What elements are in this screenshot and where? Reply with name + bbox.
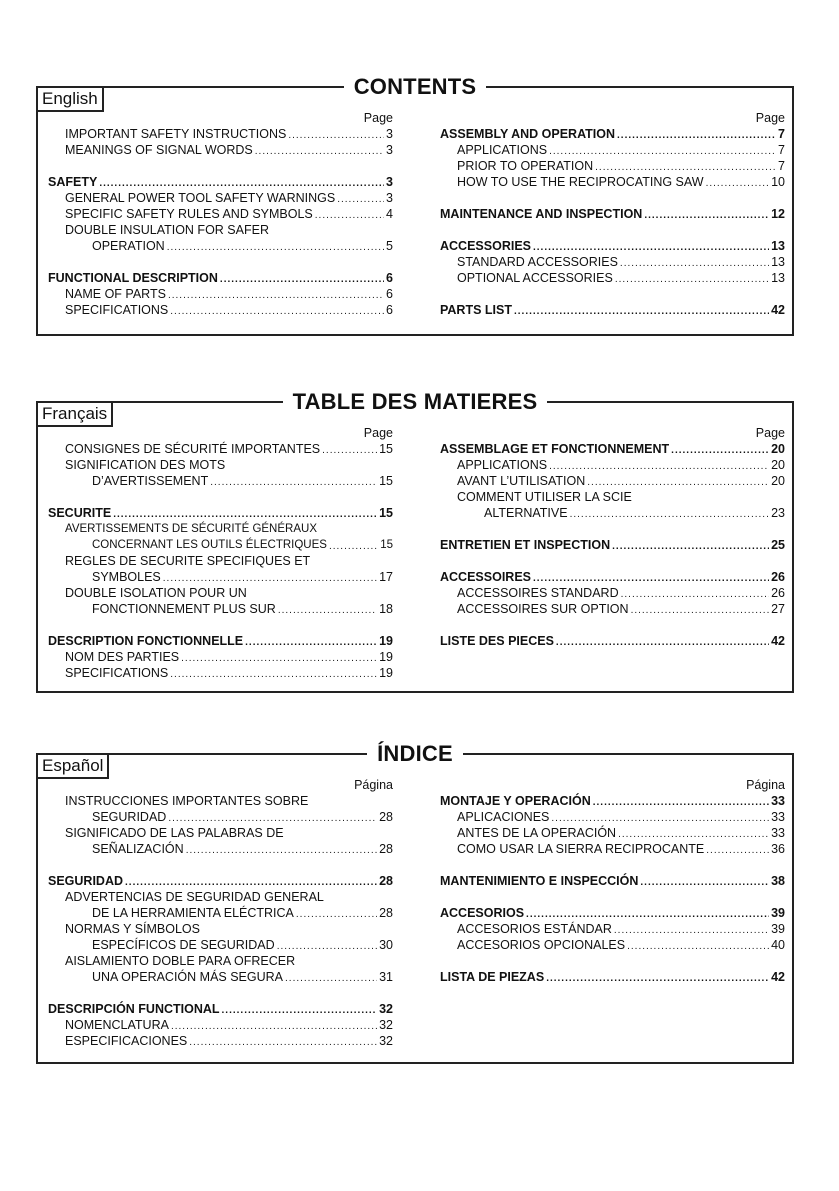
toc-entry	[48, 302, 393, 318]
toc-spacer	[440, 286, 785, 302]
toc-page-number: 39	[771, 906, 785, 920]
toc-entry	[440, 841, 785, 857]
toc-section-entry	[48, 1001, 393, 1017]
toc-entry	[48, 553, 393, 569]
dot-leader	[171, 1020, 377, 1033]
toc-entry-title: AISLAMIENTO DOBLE PARA OFRECER	[65, 954, 296, 968]
toc-espanol-heading: ÍNDICE	[38, 741, 792, 767]
toc-entry	[440, 174, 785, 190]
dot-leader	[526, 908, 769, 921]
toc-section-entry	[48, 270, 393, 286]
toc-page-number: 25	[771, 538, 785, 552]
toc-entry-title: LISTE DES PIECES	[440, 634, 554, 648]
toc-page-number: 17	[379, 570, 393, 584]
toc-page-number: 28	[379, 810, 393, 824]
toc-entry	[440, 457, 785, 473]
toc-spacer	[48, 489, 393, 505]
dot-leader	[620, 257, 769, 270]
toc-page-number: 28	[379, 906, 393, 920]
dot-leader	[614, 924, 769, 937]
toc-entry-title: APPLICATIONS	[457, 458, 548, 472]
dot-leader	[168, 289, 384, 302]
toc-section-entry	[440, 537, 785, 553]
toc-page-number: 19	[379, 634, 393, 648]
toc-entry-title: SEGURIDAD	[48, 874, 124, 888]
toc-page-number: 42	[771, 634, 785, 648]
toc-page-number: 20	[771, 442, 785, 456]
toc-entry-title: UNA OPERACIÓN MÁS SEGURA	[92, 970, 284, 984]
dot-leader	[706, 177, 770, 190]
toc-francais-left-column	[48, 425, 393, 681]
toc-entry-title: ACCESSOIRES	[440, 570, 531, 584]
toc-francais-box	[36, 389, 794, 693]
toc-section-entry	[440, 238, 785, 254]
toc-entry-title: DE LA HERRAMIENTA ELÉCTRICA	[92, 906, 294, 920]
toc-entry-title: AVANT L’UTILISATION	[457, 474, 586, 488]
toc-page-number: 33	[771, 810, 785, 824]
dot-leader	[189, 1036, 377, 1049]
toc-entry	[440, 601, 785, 617]
dot-leader	[706, 844, 769, 857]
toc-entry	[48, 665, 393, 681]
toc-page-number: 15	[380, 539, 393, 551]
toc-spacer	[440, 222, 785, 238]
toc-entry-title: NORMAS Y SÍMBOLOS	[65, 922, 200, 936]
toc-entry	[48, 1033, 393, 1049]
dot-leader	[210, 476, 377, 489]
toc-section-entry	[48, 633, 393, 649]
toc-section-entry	[440, 873, 785, 889]
dot-leader	[549, 460, 769, 473]
toc-english-left-column	[48, 110, 393, 318]
toc-page-number: 39	[771, 922, 785, 936]
toc-entry-title: SEGURIDAD	[92, 810, 167, 824]
dot-leader	[337, 193, 384, 206]
toc-espanol-left-column	[48, 777, 393, 1049]
dot-leader	[615, 273, 769, 286]
toc-section-entry	[440, 905, 785, 921]
toc-page-number: 32	[379, 1018, 393, 1032]
toc-entry-title: ALTERNATIVE	[484, 506, 568, 520]
toc-entry-title: INSTRUCCIONES IMPORTANTES SOBRE	[65, 794, 309, 808]
dot-leader	[593, 796, 769, 809]
toc-entry	[48, 569, 393, 585]
toc-spacer	[440, 953, 785, 969]
toc-entry	[48, 222, 393, 238]
toc-page-number: 4	[386, 207, 393, 221]
toc-page-number: 19	[379, 666, 393, 680]
toc-entry-title: PRIOR TO OPERATION	[457, 159, 594, 173]
toc-page-number: 6	[386, 287, 393, 301]
dot-leader	[671, 444, 769, 457]
toc-page-number: 3	[386, 175, 393, 189]
toc-entry-title: FONCTIONNEMENT PLUS SUR	[92, 602, 276, 616]
toc-entry-title: NOM DES PARTIES	[65, 650, 180, 664]
toc-entry	[48, 190, 393, 206]
dot-leader	[99, 177, 384, 190]
toc-entry	[48, 793, 393, 809]
toc-entry	[48, 286, 393, 302]
toc-entry-title: ASSEMBLY AND OPERATION	[440, 127, 616, 141]
dot-leader	[113, 508, 377, 521]
toc-entry-title: MEANINGS OF SIGNAL WORDS	[65, 143, 253, 157]
toc-page-number: 33	[771, 794, 785, 808]
toc-francais-heading: TABLE DES MATIERES	[38, 389, 792, 415]
toc-entry-title: COMMENT UTILISER LA SCIE	[457, 490, 632, 504]
toc-entry	[48, 905, 393, 921]
dot-leader	[549, 145, 776, 158]
toc-entry-title: GENERAL POWER TOOL SAFETY WARNINGS	[65, 191, 336, 205]
toc-page-number: 23	[771, 506, 785, 520]
toc-english-box	[36, 74, 794, 336]
toc-entry-title: SECURITE	[48, 506, 112, 520]
dot-leader	[170, 668, 377, 681]
toc-spacer	[440, 857, 785, 873]
page-column-header: Page	[755, 111, 785, 125]
dot-leader	[167, 241, 384, 254]
dot-leader	[627, 940, 769, 953]
dot-leader	[296, 908, 377, 921]
toc-page-number: 28	[379, 842, 393, 856]
toc-entry	[440, 937, 785, 953]
toc-entry	[48, 649, 393, 665]
dot-leader	[186, 844, 377, 857]
toc-entry	[48, 473, 393, 489]
toc-entry-title: ESPECIFICACIONES	[65, 1034, 188, 1048]
toc-entry-title: AVERTISSEMENTS DE SÉCURITÉ GÉNÉRAUX	[65, 523, 317, 535]
toc-entry-title: REGLES DE SECURITE SPECIFIQUES ET	[65, 554, 311, 568]
toc-entry	[440, 585, 785, 601]
toc-entry	[48, 142, 393, 158]
toc-entry-title: ENTRETIEN ET INSPECTION	[440, 538, 611, 552]
dot-leader	[595, 161, 776, 174]
toc-entry	[440, 158, 785, 174]
toc-section-entry	[48, 873, 393, 889]
toc-entry	[440, 505, 785, 521]
toc-page-number: 13	[771, 271, 785, 285]
toc-page-number: 20	[771, 458, 785, 472]
toc-section-entry	[440, 569, 785, 585]
dot-leader	[587, 476, 769, 489]
dot-leader	[533, 572, 769, 585]
toc-entry-title: SYMBOLES	[92, 570, 161, 584]
toc-page-number: 18	[379, 602, 393, 616]
toc-entry-title: ANTES DE LA OPERACIÓN	[457, 826, 617, 840]
toc-entry	[48, 825, 393, 841]
toc-page-number: 42	[771, 303, 785, 317]
toc-page-number: 6	[386, 271, 393, 285]
toc-entry-title: IMPORTANT SAFETY INSTRUCTIONS	[65, 127, 287, 141]
toc-section-entry	[440, 793, 785, 809]
toc-entry-title: APPLICATIONS	[457, 143, 548, 157]
toc-page-number: 15	[379, 506, 393, 520]
dot-leader	[329, 540, 378, 553]
language-label-francais: Français	[36, 401, 113, 427]
toc-section-entry	[440, 633, 785, 649]
toc-espanol-right-column	[440, 777, 785, 985]
toc-entry-title: FUNCTIONAL DESCRIPTION	[48, 271, 218, 285]
dot-leader	[617, 129, 776, 142]
toc-entry-title: ACCESSORIES	[440, 239, 531, 253]
toc-spacer	[48, 857, 393, 873]
toc-entry	[48, 601, 393, 617]
toc-section-entry	[440, 441, 785, 457]
toc-entry	[440, 254, 785, 270]
toc-entry-title: MANTENIMIENTO E INSPECCIÓN	[440, 874, 639, 888]
toc-page-number: 7	[778, 143, 785, 157]
dot-leader	[640, 876, 769, 889]
toc-page-number: 26	[771, 570, 785, 584]
toc-page-number: 26	[771, 586, 785, 600]
dot-leader	[220, 273, 384, 286]
toc-page-number: 12	[771, 207, 785, 221]
dot-leader	[168, 812, 377, 825]
toc-page-number: 30	[379, 938, 393, 952]
toc-entry-title: CONCERNANT LES OUTILS ÉLECTRIQUES	[92, 539, 327, 551]
dot-leader	[181, 652, 377, 665]
toc-page-number: 42	[771, 970, 785, 984]
toc-entry-title: CONSIGNES DE SÉCURITÉ IMPORTANTES	[65, 442, 321, 456]
toc-entry-title: MAINTENANCE AND INSPECTION	[440, 207, 643, 221]
toc-entry-title: SPECIFICATIONS	[65, 303, 169, 317]
dot-leader	[570, 508, 770, 521]
toc-entry-title: SAFETY	[48, 175, 98, 189]
dot-leader	[551, 812, 769, 825]
toc-page-number: 13	[771, 239, 785, 253]
toc-page-number: 38	[771, 874, 785, 888]
toc-page-number: 36	[771, 842, 785, 856]
toc-entry-title: ACCESORIOS ESTÁNDAR	[457, 922, 612, 936]
toc-section-entry	[440, 206, 785, 222]
toc-page-number: 33	[771, 826, 785, 840]
toc-section-entry	[48, 174, 393, 190]
toc-english-right-column	[440, 110, 785, 318]
toc-entry-title: OPERATION	[92, 239, 165, 253]
toc-entry-title: SIGNIFICATION DES MOTS	[65, 458, 226, 472]
toc-page-number: 20	[771, 474, 785, 488]
toc-section-entry	[440, 126, 785, 142]
toc-entry	[48, 921, 393, 937]
toc-entry	[48, 206, 393, 222]
toc-entry	[48, 238, 393, 254]
toc-entry-title: ACCESORIOS	[440, 906, 525, 920]
dot-leader	[556, 636, 769, 649]
toc-spacer	[48, 254, 393, 270]
dot-leader	[222, 1004, 378, 1017]
toc-entry-title: OPTIONAL ACCESSORIES	[457, 271, 613, 285]
toc-entry	[48, 969, 393, 985]
dot-leader	[245, 636, 377, 649]
dot-leader	[285, 972, 377, 985]
toc-entry	[48, 457, 393, 473]
toc-entry-title: DOUBLE ISOLATION POUR UN	[65, 586, 247, 600]
dot-leader	[315, 209, 384, 222]
toc-page-number: 13	[771, 255, 785, 269]
toc-entry	[48, 521, 393, 537]
toc-entry-title: DESCRIPTION FONCTIONNELLE	[48, 634, 244, 648]
toc-entry	[440, 473, 785, 489]
toc-entry	[48, 441, 393, 457]
toc-entry-title: DESCRIPCIÓN FUNCTIONAL	[48, 1002, 220, 1016]
toc-page-number: 32	[379, 1002, 393, 1016]
toc-entry	[48, 953, 393, 969]
dot-leader	[621, 588, 769, 601]
toc-entry-title: ACCESSOIRES STANDARD	[457, 586, 619, 600]
toc-entry	[48, 585, 393, 601]
toc-entry	[48, 841, 393, 857]
toc-spacer	[440, 617, 785, 633]
toc-spacer	[440, 889, 785, 905]
toc-entry-title: SPECIFIC SAFETY RULES AND SYMBOLS	[65, 207, 313, 221]
toc-page-number: 32	[379, 1034, 393, 1048]
toc-entry-title: NOMENCLATURA	[65, 1018, 169, 1032]
toc-page-number: 3	[386, 127, 393, 141]
toc-page-number: 40	[771, 938, 785, 952]
toc-entry	[48, 809, 393, 825]
dot-leader	[277, 940, 377, 953]
dot-leader	[612, 540, 769, 553]
toc-spacer	[48, 617, 393, 633]
dot-leader	[618, 828, 769, 841]
toc-entry	[440, 809, 785, 825]
toc-page-number: 28	[379, 874, 393, 888]
toc-francais-right-column	[440, 425, 785, 649]
toc-entry-title: ACCESORIOS OPCIONALES	[457, 938, 626, 952]
dot-leader	[533, 241, 769, 254]
toc-spacer	[48, 158, 393, 174]
toc-entry	[48, 126, 393, 142]
toc-entry-title: APLICACIONES	[457, 810, 550, 824]
toc-entry	[440, 825, 785, 841]
toc-entry-title: ESPECÍFICOS DE SEGURIDAD	[92, 938, 275, 952]
toc-page-number: 5	[386, 239, 393, 253]
toc-entry-title: HOW TO USE THE RECIPROCATING SAW	[457, 175, 704, 189]
toc-entry	[48, 937, 393, 953]
dot-leader	[631, 604, 770, 617]
page-column-header: Page	[755, 426, 785, 440]
toc-page-number: 3	[386, 191, 393, 205]
language-label-espanol: Español	[36, 753, 109, 779]
toc-page-number: 19	[379, 650, 393, 664]
toc-entry-title: D’AVERTISSEMENT	[92, 474, 209, 488]
toc-entry-title: LISTA DE PIEZAS	[440, 970, 545, 984]
toc-entry-title: COMO USAR LA SIERRA RECIPROCANTE	[457, 842, 705, 856]
toc-spacer	[440, 190, 785, 206]
page-column-header: Page	[363, 426, 393, 440]
toc-entry	[48, 1017, 393, 1033]
toc-spacer	[440, 553, 785, 569]
toc-entry-title: SIGNIFICADO DE LAS PALABRAS DE	[65, 826, 284, 840]
toc-section-entry	[440, 302, 785, 318]
dot-leader	[288, 129, 384, 142]
dot-leader	[163, 572, 377, 585]
toc-entry	[440, 489, 785, 505]
dot-leader	[514, 305, 769, 318]
toc-entry	[48, 889, 393, 905]
page-column-header: Página	[746, 778, 785, 792]
toc-page-number: 7	[778, 159, 785, 173]
toc-page-number: 15	[379, 474, 393, 488]
toc-entry-title: ASSEMBLAGE ET FONCTIONNEMENT	[440, 442, 670, 456]
toc-entry	[440, 921, 785, 937]
page-column-header: Page	[363, 111, 393, 125]
toc-page-number: 15	[379, 442, 393, 456]
toc-entry-title: MONTAJE Y OPERACIÓN	[440, 794, 591, 808]
toc-section-entry	[440, 969, 785, 985]
toc-english-heading: CONTENTS	[38, 74, 792, 100]
toc-entry-title: SPECIFICATIONS	[65, 666, 169, 680]
toc-page-number: 27	[771, 602, 785, 616]
toc-entry	[48, 537, 393, 553]
toc-spacer	[440, 521, 785, 537]
page-column-header: Página	[354, 778, 393, 792]
toc-entry-title: PARTS LIST	[440, 303, 512, 317]
toc-page-number: 10	[771, 175, 785, 189]
toc-spacer	[48, 985, 393, 1001]
toc-page-number: 7	[778, 127, 785, 141]
toc-entry-title: SEÑALIZACIÓN	[92, 842, 184, 856]
dot-leader	[170, 305, 384, 318]
dot-leader	[546, 972, 769, 985]
dot-leader	[125, 876, 377, 889]
toc-entry-title: ADVERTENCIAS DE SEGURIDAD GENERAL	[65, 890, 324, 904]
toc-page-number: 31	[379, 970, 393, 984]
toc-page-number: 6	[386, 303, 393, 317]
dot-leader	[278, 604, 377, 617]
dot-leader	[255, 145, 384, 158]
toc-entry-title: ACCESSOIRES SUR OPTION	[457, 602, 629, 616]
toc-entry	[440, 142, 785, 158]
toc-espanol-box	[36, 741, 794, 1064]
dot-leader	[322, 444, 377, 457]
language-label-english: English	[36, 86, 104, 112]
toc-entry-title: STANDARD ACCESSORIES	[457, 255, 618, 269]
dot-leader	[644, 209, 769, 222]
toc-page-number: 3	[386, 143, 393, 157]
toc-entry-title: NAME OF PARTS	[65, 287, 166, 301]
toc-entry-title: DOUBLE INSULATION FOR SAFER	[65, 223, 269, 237]
toc-entry	[440, 270, 785, 286]
toc-section-entry	[48, 505, 393, 521]
